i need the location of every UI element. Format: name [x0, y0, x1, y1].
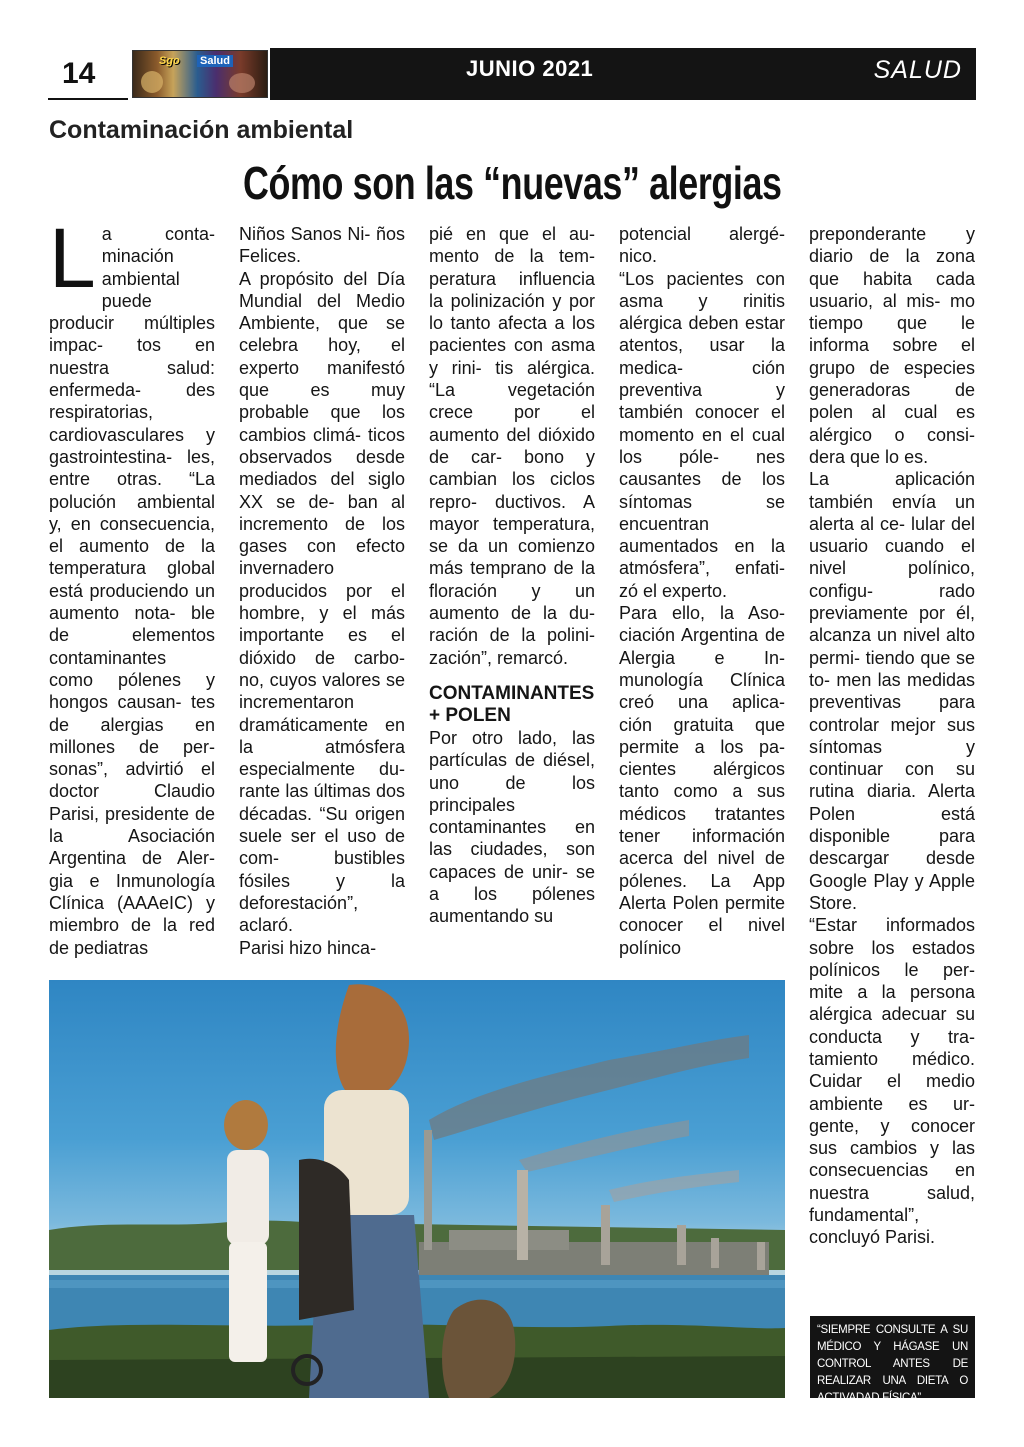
paragraph: Para ello, la Aso- ciación Argentina de Alergia e In- munología Clínica creó una aplica- ción gratuita que permite a los pa- cientes alérgicos tanto como a sus médicos tratantes tener información acerca del nivel de pólenes. La App Alerta Polen permite conocer el nivel polínico: [619, 603, 785, 958]
paragraph: “Estar informados sobre los estados polínicos le per- mite a la persona alérgica adecuar su conducta y tra- tamiento médico. Cuidar el medio ambiente es ur- gente, y conocer sus cambios y las consecuencias en nuestra salud, fundamental”, concluyó Parisi.: [809, 915, 975, 1248]
logo-decoration: [229, 73, 255, 93]
pull-quote-text: “SIEMPRE CONSULTE A SU MÉDICO Y HÁGASE UN CONTROL ANTES DE REALIZAR UNA DIETA O ACTIVADAD FÍSICA”: [817, 1324, 968, 1404]
paragraph: A propósito del Día Mundial del Medio Ambiente, que se celebra hoy, el experto manifestó que es muy probable que los cambios climá- ticos observados desde mediados del siglo XX se de- ban al incremento de los gases con efecto invernadero producidos por el hombre, y el más importante es el dióxido de carbo- no, cuyos valores se incrementaron dramáticamente en la atmósfera especialmente du- rante las últimas dos décadas. “Su origen suele ser el uso de com- bustibles fósiles y la deforestación”, aclaró.: [239, 268, 405, 936]
article-kicker: Contaminación ambiental: [49, 116, 354, 144]
page-header: [48, 48, 976, 100]
article-photo: [49, 980, 785, 1398]
publication-logo: [132, 50, 268, 98]
paragraph: potencial alergé- nico.: [619, 224, 785, 267]
logo-text-left: Sgo: [159, 55, 180, 67]
paragraph: Niños Sanos Ni- ños Felices.: [239, 224, 405, 267]
paragraph: a conta- minación ambiental puede producir múltiples impac- tos en nuestra salud: enfermeda- des respiratorias, cardiovasculares y gastrointestina- les, entre otras. “La polución ambiental y, en consecuencia, el aumento de la temperatura global está produciendo un aumento nota- ble de elementos contaminantes como pólenes y hongos causan- tes de alergias en millones de per- sonas”, advirtió el doctor Claudio Parisi, presidente de la Asociación Argentina de Aler- gia e Inmunología Clínica (AAAeIC) y miembro de la red de pediatras: [49, 224, 215, 958]
pull-quote-box: [810, 1316, 975, 1404]
paragraph: pié en que el au- mento de la tem- peratura influencia la polinización y por lo tanto afecta a los pacientes con asma y rini- tis alérgica. “La vegetación crece por el aumento del dióxido de car- bono y cambian los ciclos repro- ductivos. A mayor temperatura, se da un comienzo más temprano de la floración y un aumento de la du- ración de la polini- zación”, remarcó.: [429, 224, 595, 668]
page-number: 14: [62, 57, 96, 90]
paragraph: “Los pacientes con asma y rinitis alérgica deben estar atentos, usar la medica- ción preventiva y también conocer el momento en el cual los póle- nes causantes de los síntomas se encuentran aumentados en la atmósfera”, enfati- zó el experto.: [619, 268, 785, 601]
article-column-4: [619, 223, 785, 959]
issue-date: JUNIO 2021: [466, 56, 594, 81]
photo-illustration: [49, 980, 785, 1398]
headline-text: Cómo son las “nuevas” alergias: [242, 157, 782, 209]
paragraph: preponderante y diario de la zona que habita cada usuario, al mis- mo tiempo que le informa sobre el grupo de especies generadoras de polen al cual es alérgico o consi- dera que lo es.: [809, 224, 975, 467]
section-name: SALUD: [873, 56, 962, 84]
logo-text-right: Salud: [197, 55, 233, 67]
drop-cap: L: [49, 211, 96, 305]
paragraph: Por otro lado, las partículas de diésel, uno de los principales contaminantes en las ciudades, son capaces de unir- se a los pólenes aumentando su: [429, 727, 595, 927]
paragraph: La aplicación también envía un alerta al ce- lular del usuario cuando el nivel polínico, configu- rado previamente por él, alcanza un nivel alto permi- tiendo que se to- men las medidas preventivas para controlar mejor sus síntomas y continuar con su rutina diaria. Alerta Polen está disponible para descargar desde Google Play y Apple Store.: [809, 469, 975, 913]
article-column-1: [49, 211, 215, 959]
article-headline: [0, 156, 1024, 210]
header-bar: [270, 48, 976, 100]
logo-decoration: [141, 71, 163, 93]
subheading: CONTAMINANTES + POLEN: [429, 682, 595, 726]
page-number-box: [48, 48, 128, 100]
paragraph: Parisi hizo hinca-: [239, 937, 377, 958]
article-column-3: [429, 223, 595, 928]
article-column-2: [239, 223, 405, 959]
article-column-5: [809, 223, 975, 1249]
